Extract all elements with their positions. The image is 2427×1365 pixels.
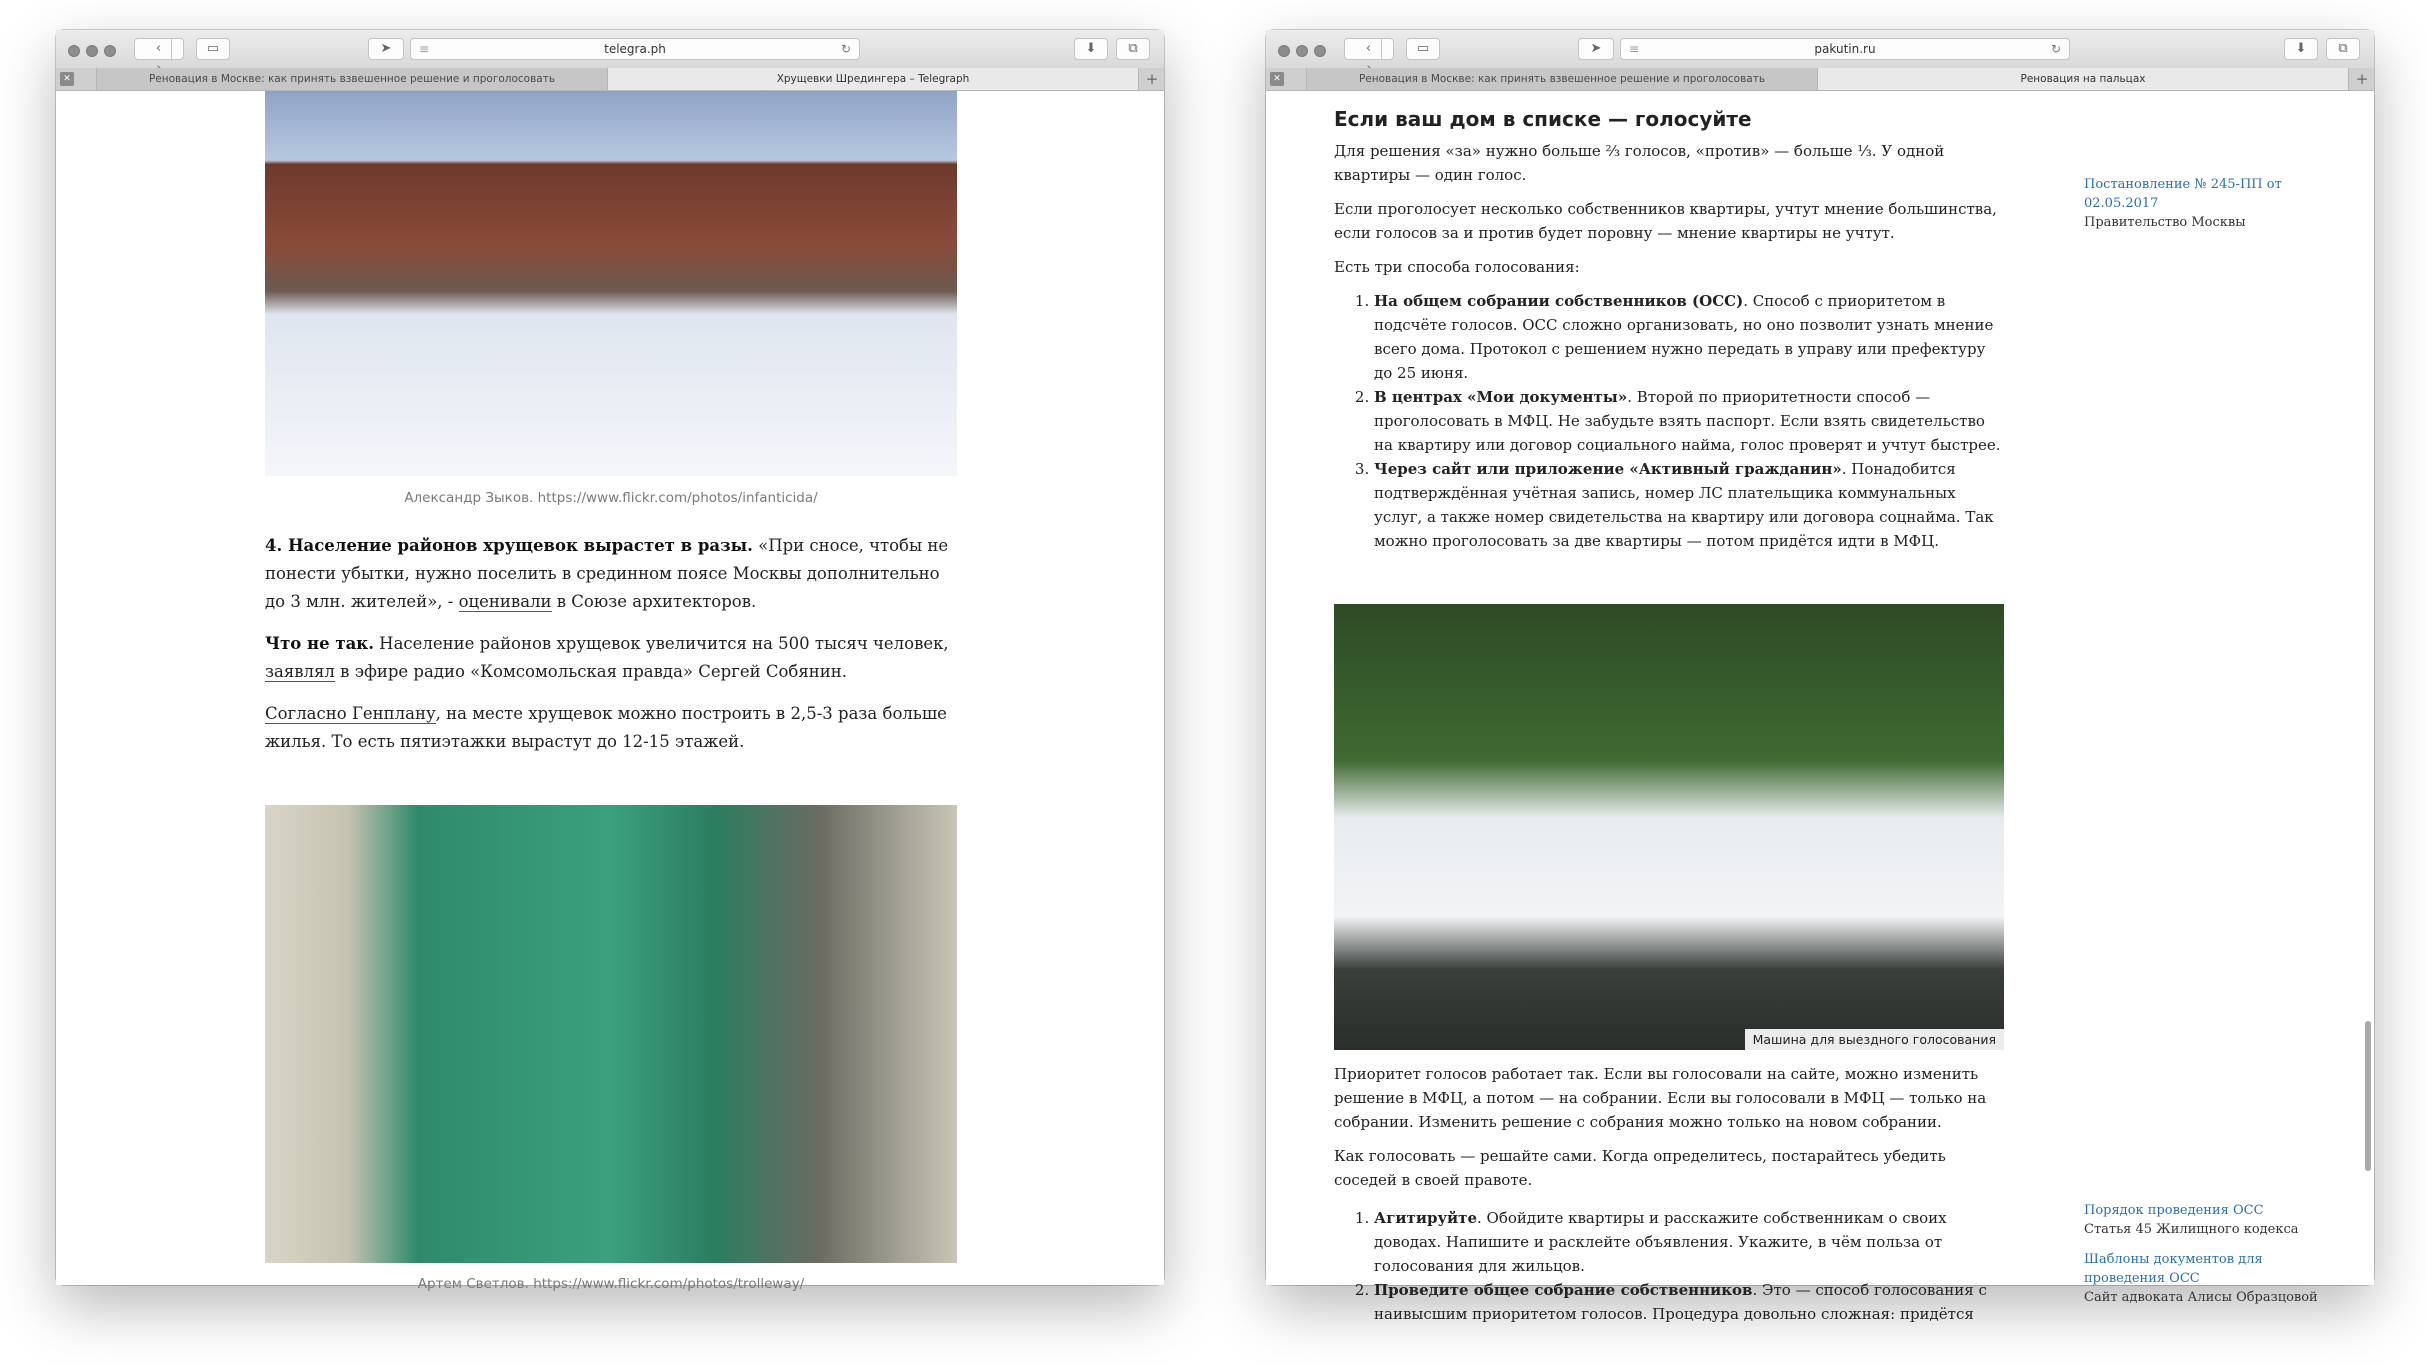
minimize-window-button[interactable] [1296,45,1308,57]
tab-bar [56,68,1164,91]
sidenote-link[interactable]: Постановление № 245-ПП от 02.05.2017 [2084,177,2282,211]
tab-bar [1266,68,2374,91]
sidenote-link[interactable]: Порядок проведения ОСС [2084,1203,2264,1218]
voting-methods-list [1334,289,2004,553]
actions-list [1334,1206,2004,1326]
tabs-overview-icon[interactable]: ⧉ [1116,38,1150,60]
sidebar-icon[interactable]: ▭ [1406,38,1440,60]
address-text: telegra.ph [604,42,666,56]
paragraph: Как голосовать — решайте сами. Когда определитесь, постарайтесь убедить соседей в своей правоте. [1334,1147,1946,1189]
photo-caption-1: Александр Зыков. https://www.flickr.com/photos/infanticida/ [404,490,818,506]
new-tab-button[interactable]: + [1138,68,1165,90]
link-zayavlyal[interactable]: заявлял [265,662,335,681]
tab-khrushchevki[interactable]: Хрущевки Шредингера – Telegraph [607,68,1138,90]
reader-icon[interactable]: ≡ [419,42,430,56]
new-tab-button[interactable]: + [2348,68,2375,90]
traffic-lights [1278,42,1332,61]
close-tab-icon[interactable]: ✕ [60,72,74,86]
nav-buttons [1344,38,1394,60]
right-browser-window [1266,30,2374,1323]
photo-voting-van [1334,604,2004,1050]
photo-snowy-building [265,91,957,476]
paragraph: Если проголосует несколько собственников квартиры, учтут мнение большинства, если голосов за и против будет поровну — мнение квартиры не учтут. [1334,200,1997,242]
page-content [1266,91,2374,1323]
reload-icon[interactable]: ↻ [840,42,851,56]
caption-link[interactable]: https://www.flickr.com/photos/trolleway/ [533,1276,805,1292]
tab-renovation[interactable]: Реновация в Москве: как принять взвешенное решение и проголосовать [1306,68,1817,90]
sidenote-templates: Шаблоны документов для проведения ОСС Сайт адвоката Алисы Образцовой [2084,1250,2324,1307]
sidenote-oss-procedure: Порядок проведения ОСС Статья 45 Жилищного кодекса [2084,1201,2324,1239]
toolbar [1266,30,2374,69]
download-icon[interactable]: ⬇ [1074,38,1108,60]
list-item: 3. Через сайт или приложение «Активный гражданин». Понадобится подтверждённая учётная запись, номер ЛС плательщика коммунальных услуг, а также номер свидетельства на квартиру или договора соцнайма. Так можно проголосовать за две квартиры — потом придётся идти в МФЦ. [1374,457,2004,553]
download-icon[interactable]: ⬇ [2284,38,2318,60]
scrollbar[interactable] [2365,1021,2371,1171]
zoom-window-button[interactable] [104,45,116,57]
address-bar[interactable] [1620,38,2070,60]
nav-buttons [134,38,184,60]
minimize-window-button[interactable] [86,45,98,57]
list-item: 1. Агитируйте. Обойдите квартиры и расскажите собственникам о своих доводах. Напишите и расклейте объявления. Укажите, в чём польза от голосования для жильцов. [1374,1206,2004,1278]
paragraph-4: 4. Население районов хрущевок вырастет в разы. «При сносе, чтобы не понести убытки, нужно поселить в срединном поясе Москвы дополнительно до 3 млн. жителей», - оценивали в Союзе архитекторов. [265,536,949,611]
photo-caption: Машина для выездного голосования [1745,1029,2004,1050]
list-item: 1. На общем собрании собственников (ОСС). Способ с приоритетом в подсчёте голосов. ОСС сложно организовать, но оно позволит узнать мнение всего дома. Протокол с решением нужно передать в управу или префектуру до 25 июня. [1374,289,2004,385]
link-ocenivali[interactable]: оценивали [458,592,552,611]
shield-icon[interactable]: ➤ [1578,38,1614,60]
sidenote-decree: Постановление № 245-ПП от 02.05.2017 Правительство Москвы [2084,175,2324,232]
sidenote-link[interactable]: Шаблоны документов для проведения ОСС [2084,1252,2263,1286]
reload-icon[interactable]: ↻ [2050,42,2061,56]
caption-link[interactable]: https://www.flickr.com/photos/infanticida/ [537,490,818,506]
close-window-button[interactable] [68,45,80,57]
paragraph: Есть три способа голосования: [1334,258,1580,276]
left-browser-window [56,30,1164,1292]
photo-green-entrance [265,805,957,1263]
close-window-button[interactable] [1278,45,1290,57]
shield-icon[interactable]: ➤ [368,38,404,60]
tab-renovation-na-paltsah[interactable]: Реновация на пальцах [1817,68,2348,90]
link-genplan[interactable]: Согласно Генплану [265,704,436,723]
paragraph: Приоритет голосов работает так. Если вы голосовали на сайте, можно изменить решение в МФЦ, а потом — на собрании. Если вы голосовали в МФЦ — только на собрании. Изменить решение с собрания можно только на новом собрании. [1334,1065,1987,1131]
article-bottom [1334,1062,2004,1326]
toolbar [56,30,1164,69]
list-item: 2. В центрах «Мои документы». Второй по приоритетности способ — проголосовать в МФЦ. Не забудьте взять паспорт. Если взять свидетельство на квартиру или договор социального найма, голос проверят и учтут быстрее. [1374,385,2004,457]
photo-caption-2: Артем Светлов. https://www.flickr.com/photos/trolleway/ [417,1276,805,1292]
tabs-overview-icon[interactable]: ⧉ [2326,38,2360,60]
traffic-lights [68,42,122,61]
zoom-window-button[interactable] [1314,45,1326,57]
paragraph-6: Согласно Генплану, на месте хрущевок можно построить в 2,5-3 раза больше жилья. То есть пятиэтажки вырастут до 12-15 этажей. [265,704,947,751]
article-top [1334,105,2004,553]
sidebar-icon[interactable]: ▭ [196,38,230,60]
back-arrow-icon[interactable]: ‹ [1357,39,1382,59]
page-content [56,91,1164,1292]
section-heading: Если ваш дом в списке — голосуйте [1334,107,1752,131]
reader-icon[interactable]: ≡ [1629,42,1640,56]
address-bar[interactable] [410,38,860,60]
back-arrow-icon[interactable]: ‹ [147,39,172,59]
close-tab-icon[interactable]: ✕ [1270,72,1284,86]
list-item: 2. Проведите общее собрание собственников. Это — способ голосования с наивысшим приоритетом голосов. Процедура довольно сложная: придётся [1374,1278,2004,1326]
paragraph-5: Что не так. Население районов хрущевок увеличится на 500 тысяч человек, заявлял в эфире радио «Комсомольская правда» Сергей Собянин. [265,634,949,681]
tab-renovation[interactable]: Реновация в Москве: как принять взвешенное решение и проголосовать [96,68,607,90]
address-text: pakutin.ru [1814,42,1876,56]
paragraph: Для решения «за» нужно больше ⅔ голосов, «против» — больше ⅓. У одной квартиры — один голос. [1334,142,1945,184]
